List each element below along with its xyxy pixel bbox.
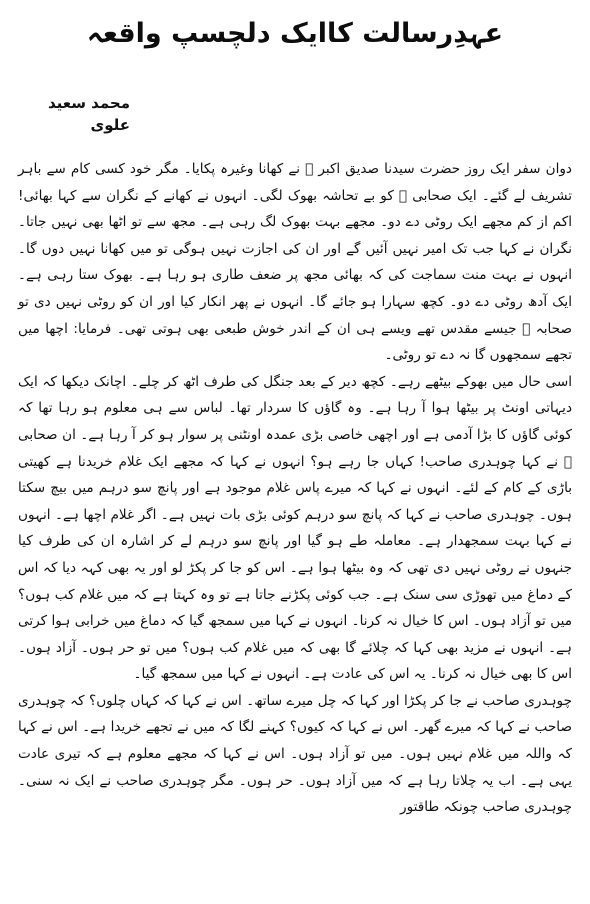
paragraph-2: اسی حال میں بھوکے بیٹھے رہے۔ کچھ دیر کے بعد جنگل کی طرف اٹھ کر چلے۔ اچانک دیکھا کہ ایک دیہاتی اونٹ پر بیٹھا ہوا آ رہا ہے۔ وہ گاؤں کا سردار تھا۔ لباس سے ہی معلوم ہو رہا تھا کہ کوئی گاؤں کا بڑا آدمی ہے اور اچھی خاصی بڑی عمدہ اونٹنی پر سوار ہو کر آ رہا ہے۔ ان صحابی ﷜ نے کہا چوہدری صاحب! کہاں جا رہے ہو؟ انہوں نے کہا کہ مجھے ایک غلام خریدنا ہے کھیتی باڑی کے کام کے لئے۔ انہوں نے کہا کہ میرے پاس غلام موجود ہے اور پانچ سو درہم میں بیچ سکتا ہوں۔ چوہدری صاحب نے کہا کہ پانچ سو درہم کوئی بڑی بات نہیں ہے۔ اگر غلام اچھا ہے۔ انہوں نے کہا بہت سمجھدار ہے۔ معاملہ طے ہو گیا اور پانچ سو درہم لے کر اشارہ ان کی طرف کیا جنہوں نے روٹی نہیں دی تھی کہ وہ بیٹھا ہوا ہے۔ اس کو جا کر پکڑ لو اور یہ بھی کہہ دیا کہ اس کے دماغ میں تھوڑی سی سنک ہے۔ جب کوئی پکڑنے جاتا ہے تو وہ کہتا ہے کہ میں غلام کب ہوں؟ میں تو آزاد ہوں۔ اس کا خیال نہ کرنا۔ انہوں نے کہا میں سمجھ گیا کہ دماغ میں خرابی ہوا کرتی ہے۔ انہوں نے مزید بھی کہا کہ چلائے گا بھی کہ میں غلام کب ہوں؟ میں تو حر ہوں۔ آزاد ہوں۔ اس کا بھی خیال نہ کرنا۔ یہ اس کی عادت ہے۔ انہوں نے کہا میں سمجھ گیا۔ [18, 373, 572, 683]
article-title: عہدِرسالت کاایک دلچسپ واقعہ [86, 18, 504, 49]
paragraph-3: چوہدری صاحب نے جا کر پکڑا اور کہا کہ چل میرے ساتھ۔ اس نے کہا کہ کہاں چلوں؟ کہ چوہدری صاحب نے کہا کہ میرے گھر۔ اس نے کہا کہ کیوں؟ کہنے لگا کہ میں نے تجھے خریدا ہے۔ اس نے کہا کہ واللہ میں غلام نہیں ہوں۔ میں تو آزاد ہوں۔ اس نے کہا کہ مجھے معلوم ہے کہ تیری عادت یہی ہے۔ اب یہ چلاتا رہا ہے کہ میں آزاد ہوں۔ حر ہوں۔ مگر چوہدری صاحب نے ایک نہ سنی۔ چوہدری صاحب چونکہ طاقتور [18, 692, 572, 816]
article-author: محمد سعید علوی [47, 94, 130, 134]
article-body [18, 156, 572, 821]
paragraph-1: دوان سفر ایک روز حضرت سیدنا صدیق اکبر ﷜ نے کھانا وغیرہ پکایا۔ مگر خود کسی کام سے باہر تشریف لے گئے۔ ایک صحابی ﷜ کو بے تحاشہ بھوک لگی۔ انہوں نے کھانے کے نگران سے کہا بھائی! اکم از کم مجھے ایک روٹی دے دو۔ مجھے بہت بھوک لگ رہی ہے۔ مجھ سے تو اٹھا بھی نہیں جاتا۔ نگران نے کہا جب تک امیر نہیں آئیں گے اور ان کی اجازت نہیں ہوگی تو میں کھانا نہیں دوں گا۔ انہوں نے بہت منت سماجت کی کہ بھائی مجھ پر ضعف طاری ہو رہا ہے۔ بھوک ستا رہی ہے۔ ایک آدھ روٹی دے دو۔ کچھ سہارا ہو جائے گا۔ انہوں نے پھر انکار کیا اور ان کو روٹی نہیں دی تو صحابہ ﷜ جیسے مقدس تھے ویسے ہی ان کے اندر خوش طبعی بھی ہوتی تھی۔ فرمایا: اچھا میں تجھے سمجھوں گا نہ دے تو روٹی۔ [18, 161, 572, 364]
